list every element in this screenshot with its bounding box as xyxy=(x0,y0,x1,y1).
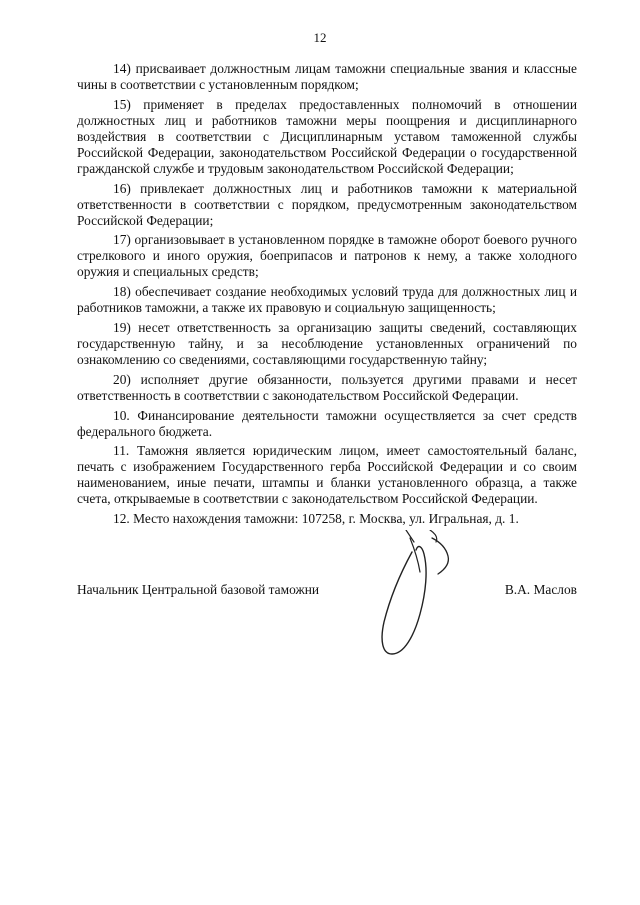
signer-title: Начальник Центральной базовой таможни xyxy=(77,582,320,597)
paragraph-item-19: 19) несет ответственность за организацию защиты сведений, составляющих государственную тайну, и за несоблюдение установленных ограничений по ознакомлению со сведениями, составляющими государственную тайну; xyxy=(77,319,577,367)
paragraph-legal-entity: 11. Таможня является юридическим лицом, имеет самостоятельный баланс, печать с изображением Государственного герба Российской Федерации и со своим наименованием, иные печати, штампы и бланки установленного образца, а также счета, открываемые в соответствии с законодательством Российской Федерации. xyxy=(77,443,577,507)
paragraph-item-16: 16) привлекает должностных лиц и работников таможни к материальной ответственности в соответствии с порядком, предусмотренным законодательством Российской Федерации; xyxy=(77,180,577,228)
paragraph-location: 12. Место нахождения таможни: 107258, г. Москва, ул. Игральная, д. 1. xyxy=(113,511,519,527)
paragraph-item-18: 18) обеспечивает создание необходимых условий труда для должностных лиц и работников таможни, а также их правовую и социальную защищенность; xyxy=(77,284,577,316)
signer-name: В.А. Маслов xyxy=(504,582,577,597)
paragraph-item-14: 14) присваивает должностным лицам таможни специальные звания и классные чины в соответствии с установленным порядком; xyxy=(77,61,577,92)
handwritten-signature xyxy=(360,530,480,680)
document-body xyxy=(77,61,577,531)
paragraph-item-15: 15) применяет в пределах предоставленных полномочий в отношении должностных лиц и работников таможни меры поощрения и дисциплинарного воздействия в соответствии с Дисциплинарным уставом таможенной службы Российской Федерации, законодательством Российской Федерации о государственной гражданской службе и трудовым законодательством Российской Федерации; xyxy=(77,96,577,176)
paragraph-financing: 10. Финансирование деятельности таможни осуществляется за счет средств федерального бюджета. xyxy=(77,407,577,439)
page-number: 12 xyxy=(313,30,327,45)
paragraph-item-17: 17) организовывает в установленном порядке в таможне оборот боевого ручного стрелкового и иного оружия, боеприпасов и патронов к нему, а также холодного оружия и специальных средств; xyxy=(77,232,577,280)
paragraph-item-20: 20) исполняет другие обязанности, пользуется другими правами и несет ответственность в соответствии с законодательством Российской Федерации. xyxy=(77,371,577,403)
